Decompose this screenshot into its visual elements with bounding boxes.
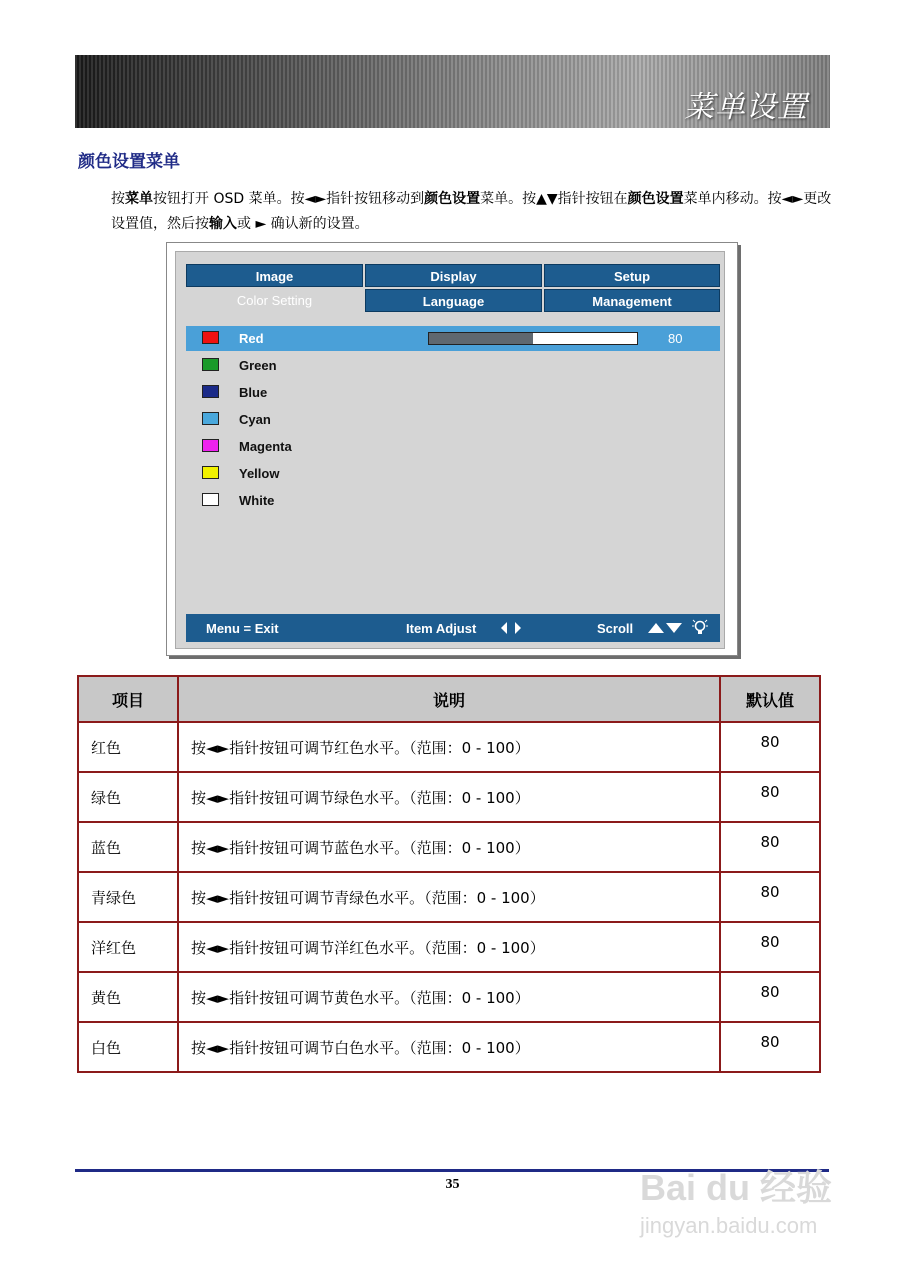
- cell-default: 80: [720, 1022, 820, 1072]
- osd-row-green[interactable]: [186, 353, 720, 378]
- cell-default: 80: [720, 872, 820, 922]
- osd-row-label: White: [239, 493, 275, 508]
- intro-text: 按钮打开 OSD 菜单。按◄►指针按钮移动到: [153, 191, 425, 207]
- header-banner: [75, 55, 830, 128]
- cell-item: 黄色: [78, 972, 178, 1022]
- table-row: [78, 872, 820, 922]
- intro-bold: 颜色设置: [627, 191, 684, 207]
- osd-row-red[interactable]: [186, 326, 720, 351]
- osd-row-label: Yellow: [239, 466, 280, 481]
- green-swatch: [202, 358, 219, 371]
- cell-item: 蓝色: [78, 822, 178, 872]
- osd-footer: [186, 614, 720, 642]
- cyan-swatch: [202, 412, 219, 425]
- table-row: [78, 972, 820, 1022]
- footer-exit: Menu = Exit: [206, 621, 279, 636]
- cell-default: 80: [720, 822, 820, 872]
- osd-row-label: Red: [239, 331, 264, 346]
- cell-description: 按◄►指针按钮可调节绿色水平。（范围：0 - 100）: [178, 772, 720, 822]
- col-header-description: 说明: [178, 676, 720, 722]
- table-row: [78, 1022, 820, 1072]
- osd-screenshot: [166, 242, 738, 656]
- table-row: [78, 772, 820, 822]
- col-header-item: 项目: [78, 676, 178, 722]
- table-row: [78, 822, 820, 872]
- cell-default: 80: [720, 772, 820, 822]
- cell-description: 按◄►指针按钮可调节白色水平。（范围：0 - 100）: [178, 1022, 720, 1072]
- red-slider[interactable]: [428, 332, 638, 345]
- col-header-default: 默认值: [720, 676, 820, 722]
- cell-description: 按◄►指针按钮可调节红色水平。（范围：0 - 100）: [178, 722, 720, 772]
- intro-text: 菜单内移动。按◄►更改设置值，然后按: [111, 191, 832, 232]
- intro-text: 菜单。按▲▼指针按钮在: [480, 191, 628, 207]
- osd-row-label: Magenta: [239, 439, 292, 454]
- watermark-url: jingyan.baidu.com: [640, 1213, 818, 1238]
- intro-bold: 颜色设置: [424, 191, 481, 207]
- watermark-brand: Bai du 经验: [640, 1167, 833, 1208]
- tab-display[interactable]: Display: [365, 264, 542, 287]
- cell-item: 绿色: [78, 772, 178, 822]
- osd-row-cyan[interactable]: [186, 407, 720, 432]
- cell-default: 80: [720, 972, 820, 1022]
- tab-color-setting[interactable]: Color Setting: [236, 293, 313, 308]
- osd-row-blue[interactable]: [186, 380, 720, 405]
- lightbulb-icon: [692, 619, 708, 640]
- intro-paragraph: [111, 187, 833, 237]
- cell-item: 洋红色: [78, 922, 178, 972]
- tab-management[interactable]: Management: [544, 289, 720, 312]
- footer-scroll: Scroll: [597, 621, 634, 636]
- cell-description: 按◄►指针按钮可调节洋红色水平。（范围：0 - 100）: [178, 922, 720, 972]
- page-number: 35: [445, 1177, 460, 1192]
- tab-setup[interactable]: Setup: [544, 264, 720, 287]
- osd-row-label: Cyan: [239, 412, 271, 427]
- header-title: 菜单设置: [684, 90, 808, 125]
- yellow-swatch: [202, 466, 219, 479]
- osd-row-label: Blue: [239, 385, 268, 400]
- cell-item: 红色: [78, 722, 178, 772]
- cell-default: 80: [720, 922, 820, 972]
- intro-bold: 输入: [209, 216, 237, 232]
- tab-language[interactable]: Language: [365, 289, 542, 312]
- cell-description: 按◄►指针按钮可调节黄色水平。（范围：0 - 100）: [178, 972, 720, 1022]
- table-row: [78, 922, 820, 972]
- intro-text: 或 ► 确认新的设置。: [237, 216, 369, 232]
- table-header-row: [78, 676, 820, 722]
- left-right-arrows-icon: [499, 620, 523, 639]
- magenta-swatch: [202, 439, 219, 452]
- osd-menu: [175, 251, 725, 649]
- intro-text: 按: [111, 191, 125, 207]
- slider-value: 80: [668, 331, 683, 346]
- red-swatch: [202, 331, 219, 344]
- cell-item: 青绿色: [78, 872, 178, 922]
- osd-row-yellow[interactable]: [186, 461, 720, 486]
- color-setting-table: [77, 675, 821, 1073]
- section-title: 颜色设置菜单: [78, 152, 180, 172]
- cell-description: 按◄►指针按钮可调节青绿色水平。（范围：0 - 100）: [178, 872, 720, 922]
- cell-default: 80: [720, 722, 820, 772]
- table-row: [78, 722, 820, 772]
- up-down-arrows-icon: [647, 621, 683, 638]
- footer-adjust: Item Adjust: [406, 621, 477, 636]
- osd-row-magenta[interactable]: [186, 434, 720, 459]
- osd-row-label: Green: [239, 358, 277, 373]
- white-swatch: [202, 493, 219, 506]
- cell-description: 按◄►指针按钮可调节蓝色水平。（范围：0 - 100）: [178, 822, 720, 872]
- cell-item: 白色: [78, 1022, 178, 1072]
- baidu-watermark: [640, 1160, 832, 1239]
- intro-bold: 菜单: [125, 191, 153, 207]
- osd-row-white[interactable]: [186, 488, 720, 513]
- blue-swatch: [202, 385, 219, 398]
- slider-fill: [429, 333, 533, 344]
- tab-image[interactable]: Image: [186, 264, 363, 287]
